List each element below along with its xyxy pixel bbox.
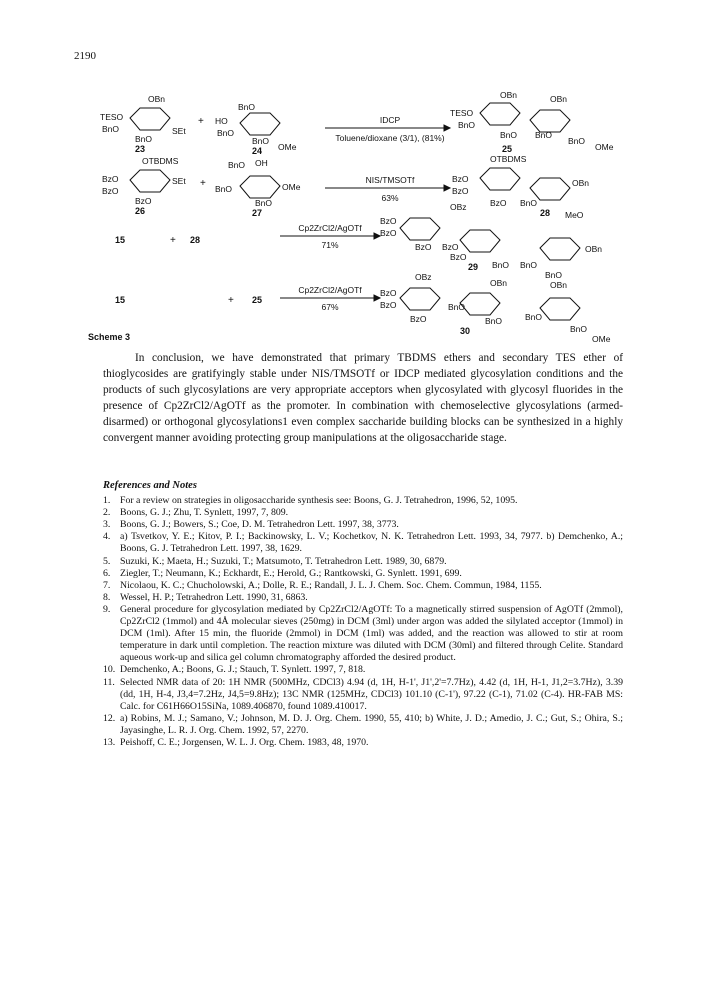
group-label: BnO <box>485 316 503 326</box>
reference-text: Selected NMR data of 20: 1H NMR (500MHz, CDCl3) 4.94 (d, 1H, H-1', J1',2'=7.7Hz), 4.42 (d, 1H, H-1, J1,2=3.7Hz), 3.39 (dd, 1H, H-4, J3,4=7.2Hz, J4,5=9.8Hz); 13C NMR (125MHz, CDCl3) 101.10 (C-1'), 97.22 (C-1), 71.02 (C-4). HR-FAB MS: Calc. for C61H66O15SiNa, 1089.406870, found 1089.410017. <box>120 676 623 712</box>
group-label: OBz <box>450 202 467 212</box>
reaction-1-solvent: Toluene/dioxane (3/1), (81%) <box>335 133 445 143</box>
reaction-2-yield: 63% <box>381 193 399 203</box>
group-label: BzO <box>380 216 397 226</box>
compound-number: 15 <box>115 235 126 245</box>
reference-number: 3. <box>103 519 111 531</box>
reference-item <box>103 677 623 713</box>
reference-number: 10. <box>103 664 116 676</box>
reference-item <box>103 568 623 580</box>
reference-text: Ziegler, T.; Neumann, K.; Eckhardt, E.; Herold, G.; Rantkowski, G. Synlett. 1991, 699. <box>120 567 462 579</box>
plus-sign: + <box>200 178 206 189</box>
reference-item <box>103 507 623 519</box>
reference-item <box>103 604 623 664</box>
group-label: BzO <box>102 174 119 184</box>
reaction-scheme <box>80 88 640 350</box>
reaction-1-reagent: IDCP <box>379 115 401 125</box>
compound-number: 25 <box>502 144 513 154</box>
reaction-3-reagent: Cp2ZrCl2/AgOTf <box>298 223 362 233</box>
group-label: BzO <box>410 314 427 324</box>
group-label: BnO <box>135 134 153 144</box>
reference-text: Boons, G. J.; Bowers, S.; Coe, D. M. Tetrahedron Lett. 1997, 38, 3773. <box>120 519 399 531</box>
group-label: OBn <box>490 278 508 288</box>
reference-text: General procedure for glycosylation mediated by Cp2ZrCl2/AgOTf: To a magnetically stirred suspension of AgOTf (2mmol), Cp2ZrCl2 (1mmol) and 4Å molecular sieves (250mg) in DCM (3ml) under argon was added the silylated acceptor (1mmol) in DCM (1ml). After 15 min, the fluoride (2mmol) in DCM (1ml) was added, and the reaction was allowed to stir at room temperature in dark until completion. The reaction mixture was diluted with DCM (30ml) and filtered through Celite. Standard aqueous work-up and silica gel column chromatography afforded the desired product. <box>120 603 623 664</box>
group-label: BzO <box>442 242 459 252</box>
compound-number: 26 <box>135 206 146 216</box>
reference-text: Demchenko, A.; Boons, G. J.; Stauch, T. Synlett. 1997, 7, 818. <box>120 664 366 676</box>
scheme-label: Scheme 3 <box>88 332 131 342</box>
reference-number: 1. <box>103 495 111 507</box>
group-label: OMe <box>278 142 297 152</box>
group-label: BnO <box>568 136 586 146</box>
group-label: BnO <box>545 270 563 280</box>
reference-number: 2. <box>103 507 111 519</box>
conclusion-text: In conclusion, we have demonstrated that primary TBDMS ethers and secondary TES ether of thioglycosides are gratifyingly stable under NIS/TMSOTf or IDCP mediated glycosylation conditions and the products of such glycosylations are very appropriate acceptors when glycosylated with glycosyl fluorides in the presence of Cp2ZrCl2/AgOTf as the promoter. In combination with chemoselective glycosylations (armed-disarmed) or orthogonal glycosylations1 even complex saccharide building blocks can be synthesized in a highly convergent manner avoiding protecting group manipulations at the oligosaccharide stage. <box>103 352 623 444</box>
group-label: OH <box>255 158 268 168</box>
reference-text: Suzuki, K.; Maeta, H.; Suzuki, T.; Matsumoto, T. Tetrahedron Lett. 1989, 30, 6879. <box>120 555 447 567</box>
group-label: BnO <box>520 260 538 270</box>
group-label: BzO <box>135 196 152 206</box>
compound-number: 24 <box>252 146 263 156</box>
group-label: BzO <box>380 300 397 310</box>
group-label: BnO <box>217 128 235 138</box>
group-label: OBn <box>550 94 568 104</box>
references-list <box>103 495 623 749</box>
compound-number: 25 <box>252 295 263 305</box>
group-label: TESO <box>100 112 124 122</box>
group-label: OBz <box>415 272 432 282</box>
group-label: OBn <box>550 280 568 290</box>
group-label: SEt <box>172 126 186 136</box>
compound-number: 28 <box>190 235 201 245</box>
reference-text: Nicolaou, K. C.; Chucholowski, A.; Dolle, R. E.; Randall, J. L. J. Chem. Soc. Chem. Commun, 1984, 1155. <box>120 579 542 591</box>
group-label: OMe <box>595 142 614 152</box>
references-section <box>103 480 623 749</box>
group-label: BnO <box>255 198 273 208</box>
compound-number: 28 <box>540 208 551 218</box>
compound-number: 15 <box>115 295 126 305</box>
group-label: BnO <box>570 324 588 334</box>
reaction-4-reagent: Cp2ZrCl2/AgOTf <box>298 285 362 295</box>
reference-item <box>103 580 623 592</box>
plus-sign: + <box>198 116 204 127</box>
compound-number: 30 <box>460 326 471 336</box>
reference-number: 11. <box>103 676 115 688</box>
reference-number: 13. <box>103 736 116 748</box>
group-label: BzO <box>452 186 469 196</box>
scheme-figure <box>80 88 640 350</box>
reference-item <box>103 713 623 737</box>
reference-item <box>103 531 623 555</box>
reference-number: 8. <box>103 591 111 603</box>
group-label: OBn <box>572 178 590 188</box>
group-label: BnO <box>102 124 120 134</box>
plus-sign: + <box>228 295 234 306</box>
group-label: MeO <box>565 210 584 220</box>
compound-number: 23 <box>135 144 146 154</box>
group-label: BnO <box>500 130 518 140</box>
group-label: BnO <box>492 260 510 270</box>
conclusion-paragraph <box>103 350 623 446</box>
reference-number: 6. <box>103 567 111 579</box>
group-label: BnO <box>215 184 233 194</box>
reference-text: For a review on strategies in oligosaccharide synthesis see: Boons, G. J. Tetrahedron, 1996, 52, 1095. <box>120 495 518 507</box>
group-label: BzO <box>102 186 119 196</box>
group-label: BnO <box>238 102 256 112</box>
group-label: OTBDMS <box>490 154 527 164</box>
group-label: BnO <box>252 136 270 146</box>
reference-text: a) Robins, M. J.; Samano, V.; Johnson, M. D. J. Org. Chem. 1990, 55, 410; b) White, J. D.; Amedio, J. C.; Gut, S.; Ohira, S.; Jayasinghe, L. R. J. Org. Chem. 1992, 57, 2270. <box>120 712 623 736</box>
reaction-4-yield: 67% <box>321 302 339 312</box>
reference-text: Wessel, H. P.; Tetrahedron Lett. 1990, 31, 6863. <box>120 591 308 603</box>
group-label: BnO <box>520 198 538 208</box>
reference-text: a) Tsvetkov, Y. E.; Kitov, P. I.; Backinowsky, L. V.; Kochetkov, N. K. Tetrahedron Lett. 1993, 34, 7977. b) Demchenko, A.; Boons, G. J. Tetrahedron Lett. 1997, 38, 1629. <box>120 531 623 555</box>
group-label: OBn <box>585 244 603 254</box>
group-label: OMe <box>592 334 611 344</box>
page-number: 2190 <box>74 50 96 62</box>
group-label: BzO <box>452 174 469 184</box>
reference-item <box>103 495 623 507</box>
reference-item <box>103 737 623 749</box>
group-label: BzO <box>415 242 432 252</box>
group-label: OBn <box>148 94 166 104</box>
group-label: SEt <box>172 176 186 186</box>
reference-item <box>103 664 623 676</box>
reference-item <box>103 519 623 531</box>
reference-number: 9. <box>103 603 111 615</box>
group-label: OMe <box>282 182 301 192</box>
compound-number: 29 <box>468 262 479 272</box>
reference-text: Boons, G. J.; Zhu, T. Synlett, 1997, 7, 809. <box>120 507 289 519</box>
group-label: HO <box>215 116 228 126</box>
reference-item <box>103 556 623 568</box>
reaction-3-yield: 71% <box>321 240 339 250</box>
reference-number: 7. <box>103 579 111 591</box>
reference-number: 4. <box>103 531 111 543</box>
compound-number: 27 <box>252 208 263 218</box>
group-label: BzO <box>490 198 507 208</box>
references-title: References and Notes <box>103 480 197 491</box>
plus-sign: + <box>170 235 176 246</box>
reaction-2-reagent: NIS/TMSOTf <box>365 175 415 185</box>
group-label: BnO <box>525 312 543 322</box>
reference-item <box>103 592 623 604</box>
reference-text: Peishoff, C. E.; Jorgensen, W. L. J. Org. Chem. 1983, 48, 1970. <box>120 736 369 748</box>
group-label: BzO <box>450 252 467 262</box>
group-label: BnO <box>535 130 553 140</box>
reference-number: 12. <box>103 712 116 724</box>
group-label: BzO <box>380 288 397 298</box>
group-label: BnO <box>458 120 476 130</box>
group-label: BnO <box>448 302 466 312</box>
reference-number: 5. <box>103 555 111 567</box>
group-label: BzO <box>380 228 397 238</box>
group-label: OTBDMS <box>142 156 179 166</box>
group-label: BnO <box>228 160 246 170</box>
group-label: OBn <box>500 90 518 100</box>
group-label: TESO <box>450 108 474 118</box>
